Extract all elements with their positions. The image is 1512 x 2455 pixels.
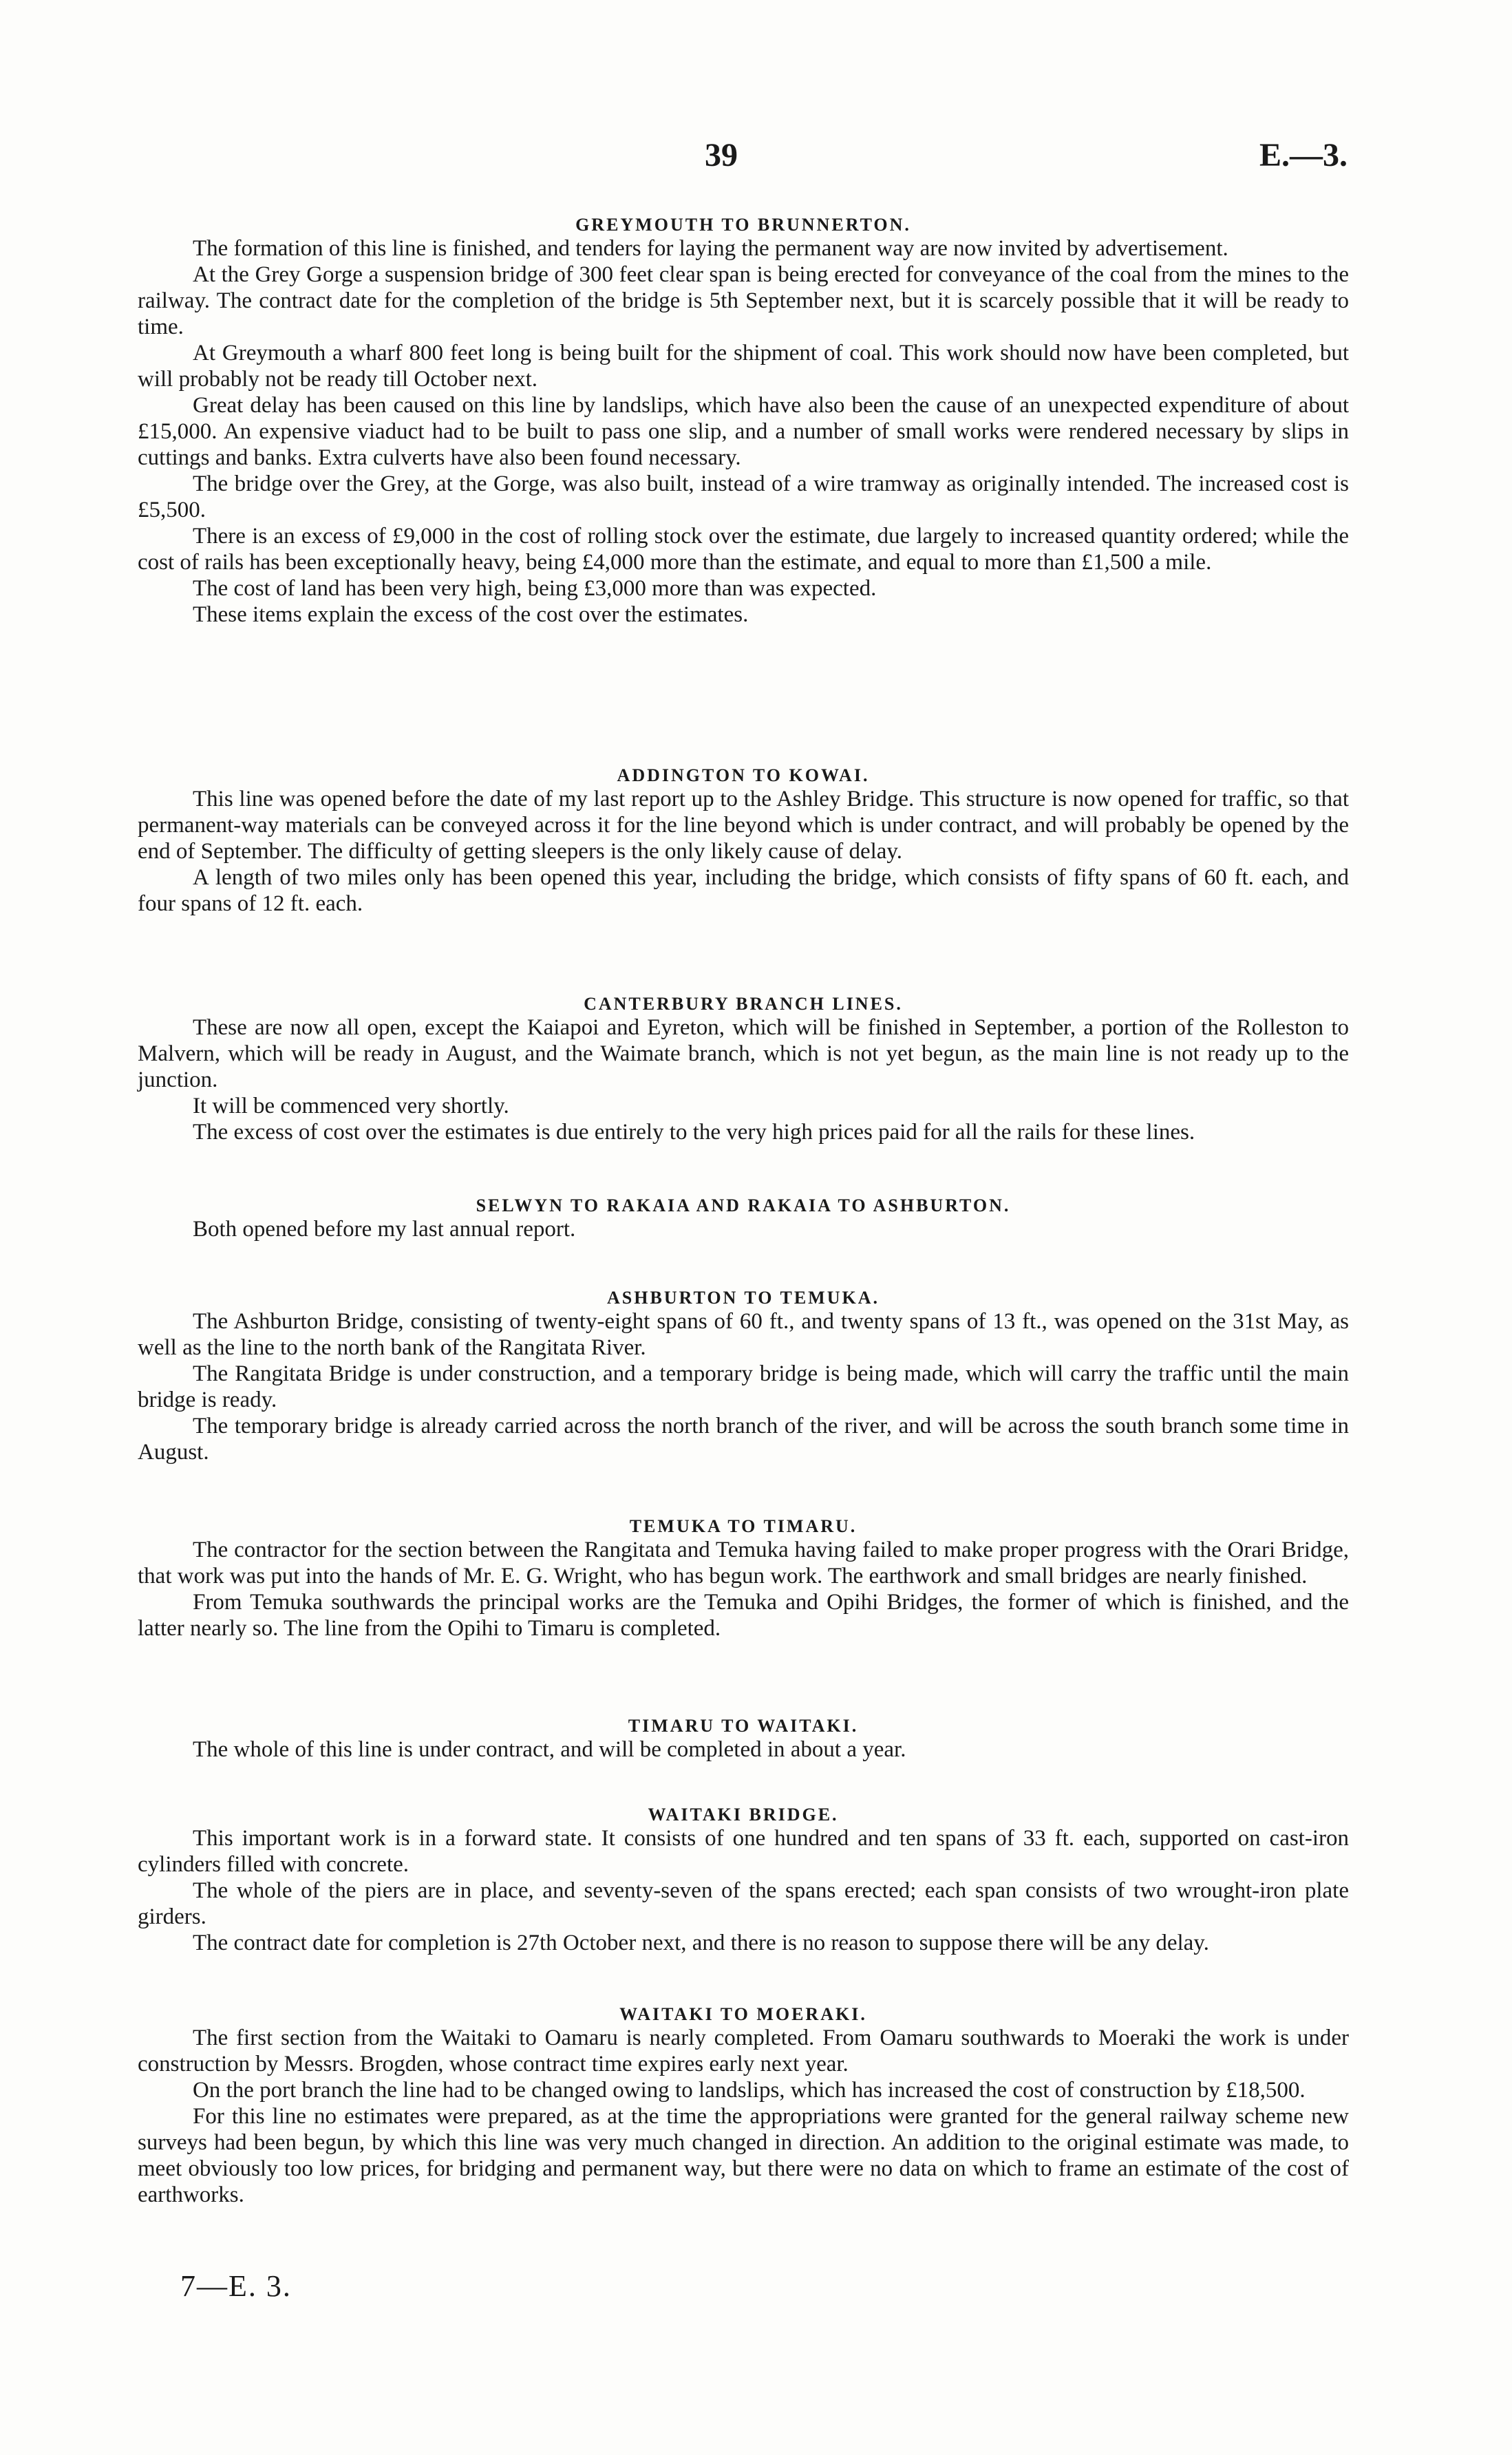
paragraph: The whole of the piers are in place, and seventy-seven of the spans erected; each span consists of two wrought-iron plate girders. — [138, 1878, 1349, 1929]
section-greymouth — [138, 215, 1349, 628]
section-heading: WAITAKI BRIDGE. — [648, 1805, 839, 1825]
paragraph: From Temuka southwards the principal works are the Temuka and Opihi Bridges, the former of which is finished, and the latter nearly so. The line from the Opihi to Timaru is completed. — [138, 1590, 1349, 1641]
section-canterbury — [138, 994, 1349, 1145]
series-reference: E.—3. — [1259, 137, 1348, 173]
paragraph: The excess of cost over the estimates is due entirely to the very high prices paid for all the rails for these lines. — [193, 1120, 1195, 1145]
section-waitaki-bridge — [138, 1805, 1349, 1956]
signature-mark: 7—E. 3. — [180, 2269, 292, 2303]
section-heading: WAITAKI TO MOERAKI. — [619, 2004, 867, 2024]
section-temuka — [138, 1516, 1349, 1641]
paragraph: The contract date for completion is 27th October next, and there is no reason to suppose there will be any delay. — [193, 1931, 1209, 1955]
page-number: 39 — [705, 137, 738, 173]
section-heading: SELWYN TO RAKAIA AND RAKAIA TO ASHBURTON. — [476, 1195, 1011, 1215]
paragraph: A length of two miles only has been opened this year, including the bridge, which consists of fifty spans of 60 ft. each, and four spans of 12 ft. each. — [138, 865, 1349, 916]
paragraph: The formation of this line is finished, and tenders for laying the permanent way are now invited by advertisement. — [193, 236, 1228, 261]
paragraph: The cost of land has been very high, being £3,000 more than was expected. — [193, 576, 877, 601]
paragraph: It will be commenced very shortly. — [193, 1094, 509, 1118]
paragraph: For this line no estimates were prepared, as at the time the appropriations were granted for the general railway scheme new surveys had been begun, by which this line was very much changed in direction. An addition to the original estimate was made, to meet obviously too low prices, for bridging and permanent way, but there were no data on which to frame an estimate of the cost of earthworks. — [138, 2104, 1349, 2207]
section-addington — [138, 765, 1349, 917]
paragraph: The temporary bridge is already carried across the north branch of the river, and will be across the south branch some time in August. — [138, 1414, 1349, 1465]
paragraph: Both opened before my last annual report. — [193, 1217, 576, 1242]
paragraph: This line was opened before the date of my last report up to the Ashley Bridge. This structure is now opened for traffic, so that permanent-way materials can be conveyed across it for the line beyond which is under contract, and will probably be opened by the end of September. The difficulty of getting sleepers is the only likely cause of delay. — [138, 787, 1349, 864]
section-selwyn — [138, 1195, 1349, 1242]
paragraph: The first section from the Waitaki to Oamaru is nearly completed. From Oamaru southwards to Moeraki the work is under construction by Messrs. Brogden, whose contract time expires early next year. — [138, 2026, 1349, 2076]
paragraph: These are now all open, except the Kaiapoi and Eyreton, which will be finished in September, a portion of the Rolleston to Malvern, which will be ready in August, and the Waimate branch, which is not yet begun, as the main line is not ready up to the junction. — [138, 1015, 1349, 1092]
paragraph: These items explain the excess of the cost over the estimates. — [193, 602, 749, 627]
paragraph: The contractor for the section between the Rangitata and Temuka having failed to make proper progress with the Orari Bridge, that work was put into the hands of Mr. E. G. Wright, who has begun work. The earthwork and small bridges are nearly finished. — [138, 1538, 1349, 1588]
section-heading: GREYMOUTH TO BRUNNERTON. — [575, 215, 911, 235]
paragraph: At the Grey Gorge a suspension bridge of 300 feet clear span is being erected for conveyance of the coal from the mines to the railway. The contract date for the completion of the bridge is 5th September next, but it is scarcely possible that it will be ready to time. — [138, 262, 1349, 339]
section-heading: ADDINGTON TO KOWAI. — [617, 765, 870, 785]
section-moeraki — [138, 2004, 1349, 2208]
paragraph: The whole of this line is under contract, and will be completed in about a year. — [193, 1737, 906, 1762]
paragraph: The bridge over the Grey, at the Gorge, was also built, instead of a wire tramway as originally intended. The increased cost is £5,500. — [138, 471, 1349, 522]
section-heading: TEMUKA TO TIMARU. — [629, 1516, 858, 1536]
paragraph: There is an excess of £9,000 in the cost of rolling stock over the estimate, due largely to increased quantity ordered; while the cost of rails has been exceptionally heavy, being £4,000 more than the estimate, and equal to more than £1,500 a mile. — [138, 524, 1349, 575]
section-ashburton — [138, 1288, 1349, 1465]
paragraph: This important work is in a forward state. It consists of one hundred and ten spans of 33 ft. each, supported on cast-iron cylinders filled with concrete. — [138, 1826, 1349, 1877]
section-heading: CANTERBURY BRANCH LINES. — [584, 994, 903, 1014]
paragraph: On the port branch the line had to be changed owing to landslips, which has increased the cost of construction by £18,500. — [193, 2078, 1306, 2103]
section-heading: ASHBURTON TO TEMUKA. — [607, 1288, 880, 1308]
paragraph: Great delay has been caused on this line by landslips, which have also been the cause of an unexpected expenditure of about £15,000. An expensive viaduct had to be built to pass one slip, and a number of small works were rendered necessary by slips in cuttings and banks. Extra culverts have also been found necessary. — [138, 393, 1349, 470]
paragraph: At Greymouth a wharf 800 feet long is being built for the shipment of coal. This work should now have been completed, but will probably not be ready till October next. — [138, 341, 1349, 392]
paragraph: The Ashburton Bridge, consisting of twenty-eight spans of 60 ft., and twenty spans of 13 ft., was opened on the 31st May, as well as the line to the north bank of the Rangitata River. — [138, 1309, 1349, 1360]
paragraph: The Rangitata Bridge is under construction, and a temporary bridge is being made, which will carry the traffic until the main bridge is ready. — [138, 1361, 1349, 1412]
section-heading: TIMARU TO WAITAKI. — [628, 1716, 859, 1736]
section-timaru — [138, 1716, 1349, 1763]
